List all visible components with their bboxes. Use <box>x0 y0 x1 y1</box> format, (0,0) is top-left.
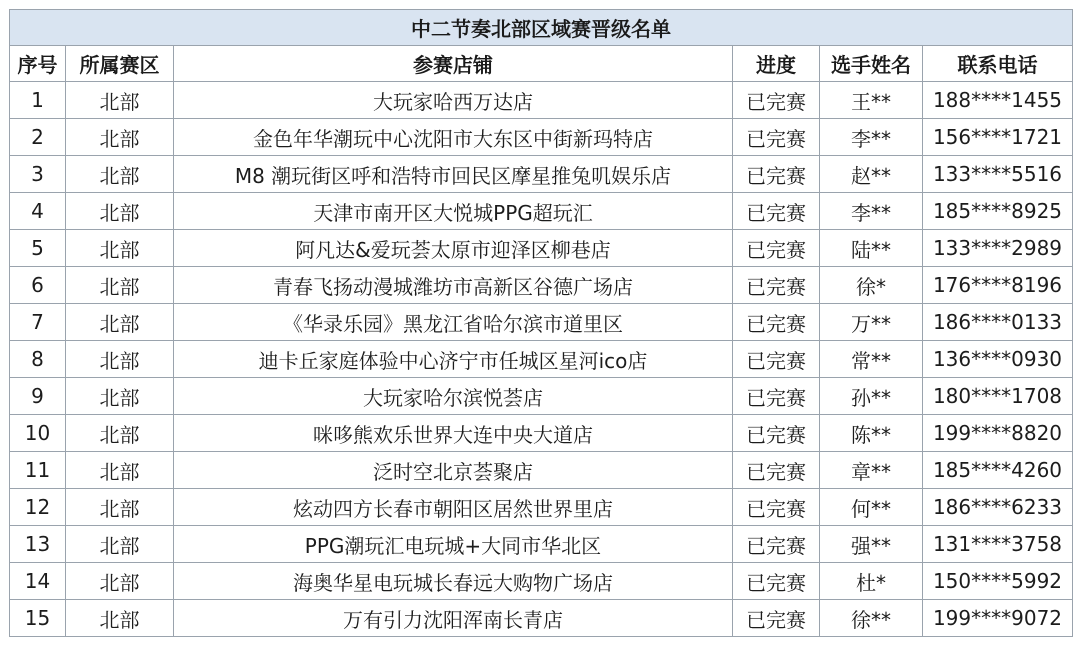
cell-no: 14 <box>10 563 66 600</box>
cell-status: 已完赛 <box>733 415 820 452</box>
cell-region: 北部 <box>66 267 174 304</box>
cell-phone: 131****3758 <box>923 526 1073 563</box>
cell-region: 北部 <box>66 563 174 600</box>
cell-store: 万有引力沈阳浑南长青店 <box>174 600 733 637</box>
cell-region: 北部 <box>66 82 174 119</box>
cell-store: 泛时空北京荟聚店 <box>174 452 733 489</box>
table-row <box>10 119 1073 156</box>
table-row <box>10 193 1073 230</box>
cell-region: 北部 <box>66 193 174 230</box>
cell-player: 李** <box>820 193 923 230</box>
header-status: 进度 <box>733 46 820 82</box>
cell-player: 李** <box>820 119 923 156</box>
cell-no: 9 <box>10 378 66 415</box>
cell-status: 已完赛 <box>733 378 820 415</box>
cell-phone: 185****4260 <box>923 452 1073 489</box>
cell-phone: 180****1708 <box>923 378 1073 415</box>
cell-status: 已完赛 <box>733 82 820 119</box>
cell-store: 金色年华潮玩中心沈阳市大东区中街新玛特店 <box>174 119 733 156</box>
table-title: 中二节奏北部区域赛晋级名单 <box>10 10 1073 46</box>
cell-no: 1 <box>10 82 66 119</box>
cell-phone: 150****5992 <box>923 563 1073 600</box>
cell-store: 炫动四方长春市朝阳区居然世界里店 <box>174 489 733 526</box>
header-player: 选手姓名 <box>820 46 923 82</box>
cell-player: 孙** <box>820 378 923 415</box>
cell-status: 已完赛 <box>733 119 820 156</box>
cell-store: 天津市南开区大悦城PPG超玩汇 <box>174 193 733 230</box>
cell-region: 北部 <box>66 452 174 489</box>
table-row <box>10 341 1073 378</box>
cell-status: 已完赛 <box>733 489 820 526</box>
cell-no: 5 <box>10 230 66 267</box>
cell-no: 13 <box>10 526 66 563</box>
cell-store: 海奥华星电玩城长春远大购物广场店 <box>174 563 733 600</box>
table-row <box>10 489 1073 526</box>
header-store: 参赛店铺 <box>174 46 733 82</box>
table-row <box>10 378 1073 415</box>
cell-status: 已完赛 <box>733 267 820 304</box>
cell-status: 已完赛 <box>733 526 820 563</box>
cell-region: 北部 <box>66 230 174 267</box>
cell-store: M8 潮玩街区呼和浩特市回民区摩星推兔叽娱乐店 <box>174 156 733 193</box>
cell-no: 15 <box>10 600 66 637</box>
cell-player: 章** <box>820 452 923 489</box>
cell-no: 2 <box>10 119 66 156</box>
table-row <box>10 304 1073 341</box>
cell-store: 迪卡丘家庭体验中心济宁市任城区星河ico店 <box>174 341 733 378</box>
cell-player: 何** <box>820 489 923 526</box>
cell-store: 大玩家哈尔滨悦荟店 <box>174 378 733 415</box>
title-row <box>10 10 1073 46</box>
cell-player: 王** <box>820 82 923 119</box>
table-row <box>10 563 1073 600</box>
cell-player: 徐** <box>820 600 923 637</box>
cell-player: 陆** <box>820 230 923 267</box>
table-row <box>10 415 1073 452</box>
cell-region: 北部 <box>66 156 174 193</box>
cell-status: 已完赛 <box>733 230 820 267</box>
header-phone: 联系电话 <box>923 46 1073 82</box>
cell-player: 万** <box>820 304 923 341</box>
cell-region: 北部 <box>66 489 174 526</box>
cell-player: 常** <box>820 341 923 378</box>
cell-no: 12 <box>10 489 66 526</box>
cell-no: 3 <box>10 156 66 193</box>
table-row <box>10 526 1073 563</box>
table-row <box>10 156 1073 193</box>
table-row <box>10 230 1073 267</box>
table-row <box>10 267 1073 304</box>
cell-store: PPG潮玩汇电玩城+大同市华北区 <box>174 526 733 563</box>
cell-status: 已完赛 <box>733 600 820 637</box>
table-row <box>10 82 1073 119</box>
cell-player: 陈** <box>820 415 923 452</box>
cell-player: 赵** <box>820 156 923 193</box>
cell-status: 已完赛 <box>733 563 820 600</box>
cell-phone: 133****5516 <box>923 156 1073 193</box>
cell-no: 6 <box>10 267 66 304</box>
cell-no: 11 <box>10 452 66 489</box>
cell-phone: 186****6233 <box>923 489 1073 526</box>
cell-region: 北部 <box>66 526 174 563</box>
cell-status: 已完赛 <box>733 193 820 230</box>
cell-phone: 156****1721 <box>923 119 1073 156</box>
cell-player: 杜* <box>820 563 923 600</box>
qualifier-table <box>9 9 1073 637</box>
cell-phone: 186****0133 <box>923 304 1073 341</box>
cell-status: 已完赛 <box>733 341 820 378</box>
table-row <box>10 452 1073 489</box>
cell-phone: 133****2989 <box>923 230 1073 267</box>
cell-status: 已完赛 <box>733 452 820 489</box>
cell-region: 北部 <box>66 415 174 452</box>
cell-status: 已完赛 <box>733 156 820 193</box>
cell-region: 北部 <box>66 378 174 415</box>
table-body <box>10 82 1073 637</box>
cell-phone: 199****9072 <box>923 600 1073 637</box>
cell-no: 4 <box>10 193 66 230</box>
cell-store: 《华录乐园》黑龙江省哈尔滨市道里区 <box>174 304 733 341</box>
cell-store: 大玩家哈西万达店 <box>174 82 733 119</box>
cell-status: 已完赛 <box>733 304 820 341</box>
cell-region: 北部 <box>66 600 174 637</box>
table-row <box>10 600 1073 637</box>
cell-region: 北部 <box>66 304 174 341</box>
cell-no: 10 <box>10 415 66 452</box>
cell-phone: 199****8820 <box>923 415 1073 452</box>
cell-region: 北部 <box>66 341 174 378</box>
cell-region: 北部 <box>66 119 174 156</box>
cell-phone: 176****8196 <box>923 267 1073 304</box>
cell-phone: 185****8925 <box>923 193 1073 230</box>
cell-store: 青春飞扬动漫城潍坊市高新区谷德广场店 <box>174 267 733 304</box>
cell-phone: 136****0930 <box>923 341 1073 378</box>
header-region: 所属赛区 <box>66 46 174 82</box>
header-row <box>10 46 1073 82</box>
cell-store: 阿凡达&爱玩荟太原市迎泽区柳巷店 <box>174 230 733 267</box>
header-no: 序号 <box>10 46 66 82</box>
cell-player: 徐* <box>820 267 923 304</box>
cell-no: 7 <box>10 304 66 341</box>
cell-no: 8 <box>10 341 66 378</box>
cell-player: 强** <box>820 526 923 563</box>
cell-store: 咪哆熊欢乐世界大连中央大道店 <box>174 415 733 452</box>
cell-phone: 188****1455 <box>923 82 1073 119</box>
